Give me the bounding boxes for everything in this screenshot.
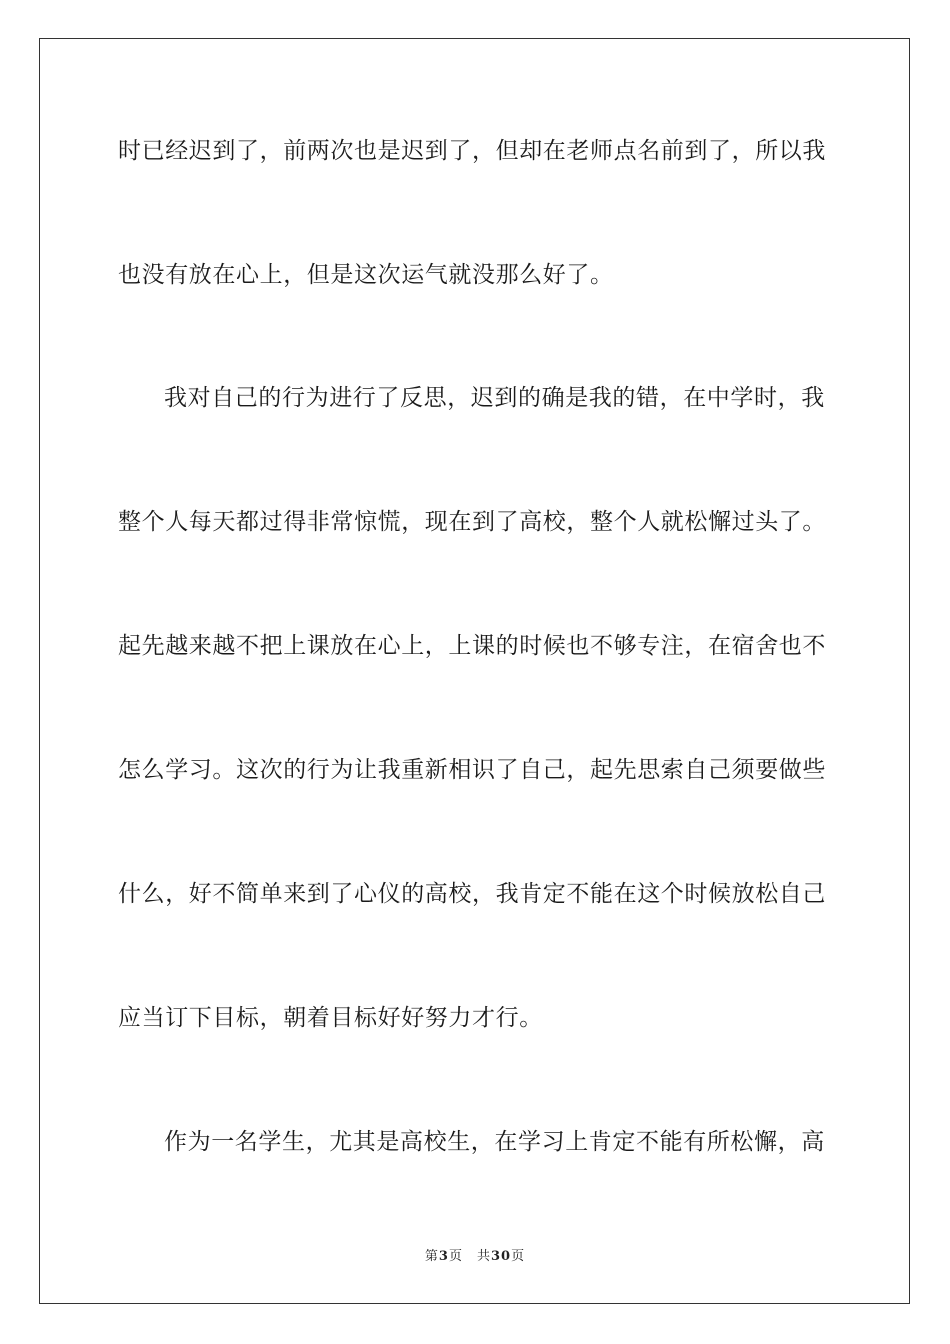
body-line-9: 作为一名学生，尤其是高校生，在学习上肯定不能有所松懈，高 — [164, 1129, 825, 1155]
total-pages: 30 — [490, 1249, 512, 1264]
body-line-3: 我对自己的行为进行了反思，迟到的确是我的错，在中学时，我 — [164, 385, 825, 411]
page-prefix: 第 — [424, 1249, 439, 1264]
body-line-5: 起先越来越不把上课放在心上，上课的时候也不够专注，在宿舍也不 — [118, 633, 826, 659]
body-line-6: 怎么学习。这次的行为让我重新相识了自己，起先思索自己须要做些 — [118, 757, 826, 783]
page-footer — [0, 1248, 950, 1266]
page-frame — [39, 38, 910, 1304]
page-number: 3 — [438, 1249, 449, 1264]
body-line-8: 应当订下目标，朝着目标好好努力才行。 — [118, 1005, 543, 1031]
total-suffix: 页 — [511, 1249, 526, 1264]
total-prefix: 共 — [476, 1249, 491, 1264]
body-line-2: 也没有放在心上，但是这次运气就没那么好了。 — [118, 262, 614, 288]
body-line-1: 时已经迟到了，前两次也是迟到了，但却在老师点名前到了，所以我 — [118, 138, 826, 164]
page-suffix: 页 — [448, 1249, 463, 1264]
body-line-7: 什么，好不简单来到了心仪的高校，我肯定不能在这个时候放松自己 — [118, 881, 826, 907]
body-line-4: 整个人每天都过得非常惊慌，现在到了高校，整个人就松懈过头了。 — [118, 509, 826, 535]
